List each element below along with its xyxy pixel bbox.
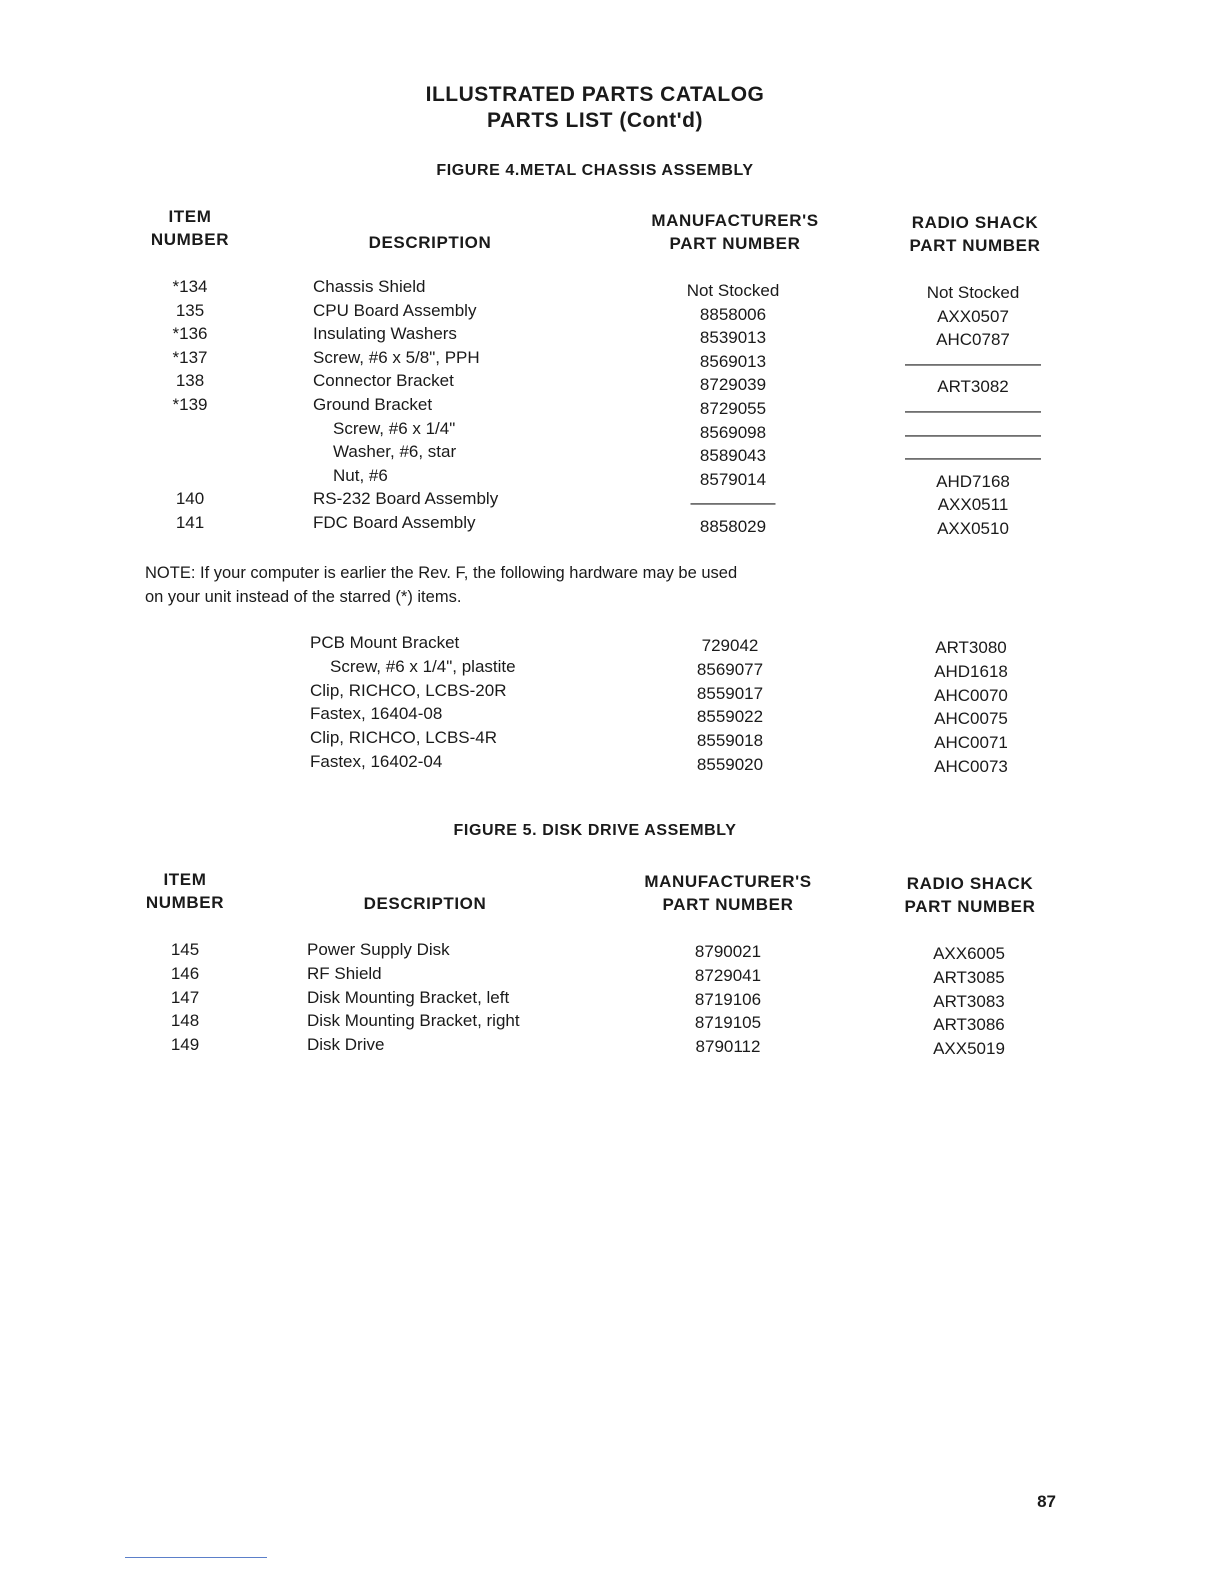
manufacturer-part-number: 8858029 [699,517,767,536]
table-row [0,681,1224,705]
manufacturer-part-number: 8569013 [699,351,767,371]
part-description: FDC Board Assembly [313,513,476,532]
item-number-header: ITEM NUMBER [150,207,230,249]
item-number: 145 [170,940,200,959]
radio-shack-part-number: Not Stocked [926,283,1020,302]
manufacturer-part-number: 8569077 [696,659,764,679]
radio-shack-part-number: ART3083 [933,991,1005,1011]
catalog-title: ILLUSTRATED PARTS CATALOG [425,83,765,106]
part-description: Clip, RICHCO, LCBS-4R [310,728,498,748]
part-description: RS-232 Board Assembly [313,489,499,509]
radio-shack-part-number: ART3085 [933,967,1005,987]
part-description: Fastex, 16402-04 [310,752,443,771]
manufacturer-part-header: MANUFACTURER'S PART NUMBER [644,872,812,914]
manufacturer-part-number: 8858006 [699,304,767,324]
item-number: 138 [175,371,205,391]
table-row [0,489,1224,513]
item-number: *136 [172,324,208,344]
table-row [0,1035,1224,1059]
part-description: Ground Bracket [313,395,433,414]
table-row [0,752,1224,776]
description-header: DESCRIPTION [368,233,492,252]
manufacturer-part-number: 8790112 [695,1037,761,1057]
table-row [0,964,1224,988]
table-row [0,633,1224,657]
note-text: NOTE: If your computer is earlier the Rev. F, the following hardware may be used on your unit instead of the starred (*) items. [145,564,738,606]
manufacturer-part-number: 8559017 [696,683,764,703]
table-row [0,513,1224,537]
part-description: Insulating Washers [313,324,457,344]
radio-shack-part-number: ———————— [905,448,1041,468]
part-description: CPU Board Assembly [313,300,477,320]
part-description: Washer, #6, star [333,442,457,462]
radio-shack-part-number: ———————— [905,401,1041,420]
table-row [0,466,1224,490]
radio-shack-part-number: AHC0075 [934,709,1008,729]
item-number: 135 [175,300,205,320]
item-number: 148 [170,1011,200,1031]
part-description: Chassis Shield [313,277,426,296]
part-description: Clip, RICHCO, LCBS-20R [310,680,507,700]
item-number: 141 [175,513,205,532]
manufacturer-part-number: 8539013 [699,328,767,348]
table-row [0,657,1224,681]
radio-shack-part-number: ———————— [905,424,1041,444]
figure5-title: FIGURE 5. DISK DRIVE ASSEMBLY [453,822,737,839]
table-row [0,277,1224,301]
manufacturer-part-number: 8579014 [699,469,767,489]
manufacturer-part-number: 8729055 [699,399,767,418]
radio-shack-part-header: RADIO SHACK PART NUMBER [909,213,1041,255]
manufacturer-part-number: Not Stocked [686,281,780,300]
manufacturer-part-number: ————— [690,493,776,513]
manufacturer-part-header: MANUFACTURER'S PART NUMBER [651,211,819,253]
table-row [0,395,1224,419]
part-description: Disk Mounting Bracket, right [307,1011,520,1031]
radio-shack-part-number: AHD7168 [936,471,1010,491]
part-description: Power Supply Disk [307,940,450,959]
part-description: Disk Mounting Bracket, left [307,987,510,1007]
manufacturer-part-number: 8559022 [696,707,764,727]
manufacturer-part-number: 8729041 [694,965,762,985]
table-row [0,728,1224,752]
manufacturer-part-number: 8589043 [699,446,767,466]
part-description: RF Shield [307,963,382,983]
part-description: Disk Drive [307,1035,385,1055]
part-description: PCB Mount Bracket [310,633,460,652]
item-number: 146 [170,963,200,983]
item-number: 149 [170,1035,200,1055]
table-row [0,324,1224,348]
item-number: *137 [172,347,208,367]
page-number: 87 [1037,1492,1056,1511]
radio-shack-part-number: AXX0507 [937,306,1009,326]
table-row [0,348,1224,372]
manufacturer-part-number: 729042 [701,636,759,655]
table-row [0,940,1224,964]
radio-shack-part-number: AHC0787 [936,330,1010,350]
divider-line [125,1557,267,1558]
table-row [0,442,1224,466]
part-description: Screw, #6 x 1/4" [333,418,456,438]
manufacturer-part-number: 8719106 [694,989,762,1009]
radio-shack-part-header: RADIO SHACK PART NUMBER [904,874,1036,916]
item-number-header: ITEM NUMBER [145,870,225,912]
item-number: 140 [175,489,205,509]
manufacturer-part-number: 8719105 [694,1013,762,1033]
item-number: 147 [170,987,200,1007]
part-description: Screw, #6 x 5/8", PPH [313,347,480,367]
radio-shack-part-number: ART3086 [933,1015,1005,1035]
radio-shack-part-number: AHD1618 [934,661,1008,681]
table-row [0,988,1224,1012]
radio-shack-part-number: ART3082 [937,377,1009,397]
radio-shack-part-number: AHC0073 [934,757,1008,776]
table-row [0,704,1224,728]
radio-shack-part-number: AXX0510 [937,519,1009,538]
table-row [0,1011,1224,1035]
table-row [0,301,1224,325]
table-row [0,419,1224,443]
radio-shack-part-number: AHC0071 [934,733,1008,753]
part-description: Screw, #6 x 1/4", plastite [330,656,516,676]
radio-shack-part-number: AXX6005 [933,944,1005,963]
part-description: Connector Bracket [313,371,454,391]
item-number: *134 [172,277,208,296]
manufacturer-part-number: 8559020 [696,755,764,774]
figure4-title: FIGURE 4.METAL CHASSIS ASSEMBLY [436,162,754,179]
radio-shack-part-number: ART3080 [935,638,1007,657]
manufacturer-part-number: 8559018 [696,731,764,751]
manufacturer-part-number: 8729039 [699,375,767,395]
manufacturer-part-number: 8790021 [694,942,762,961]
part-description: Fastex, 16404-08 [310,704,443,724]
part-description: Nut, #6 [333,465,388,485]
radio-shack-part-number: ———————— [905,353,1041,373]
radio-shack-part-number: AHC0070 [934,685,1008,705]
manufacturer-part-number: 8569098 [699,422,767,442]
radio-shack-part-number: AXX5019 [933,1039,1005,1059]
radio-shack-part-number: AXX0511 [937,495,1009,515]
description-header: DESCRIPTION [363,894,487,913]
table-row [0,371,1224,395]
catalog-subtitle: PARTS LIST (Cont'd) [487,109,703,132]
item-number: *139 [172,395,208,414]
